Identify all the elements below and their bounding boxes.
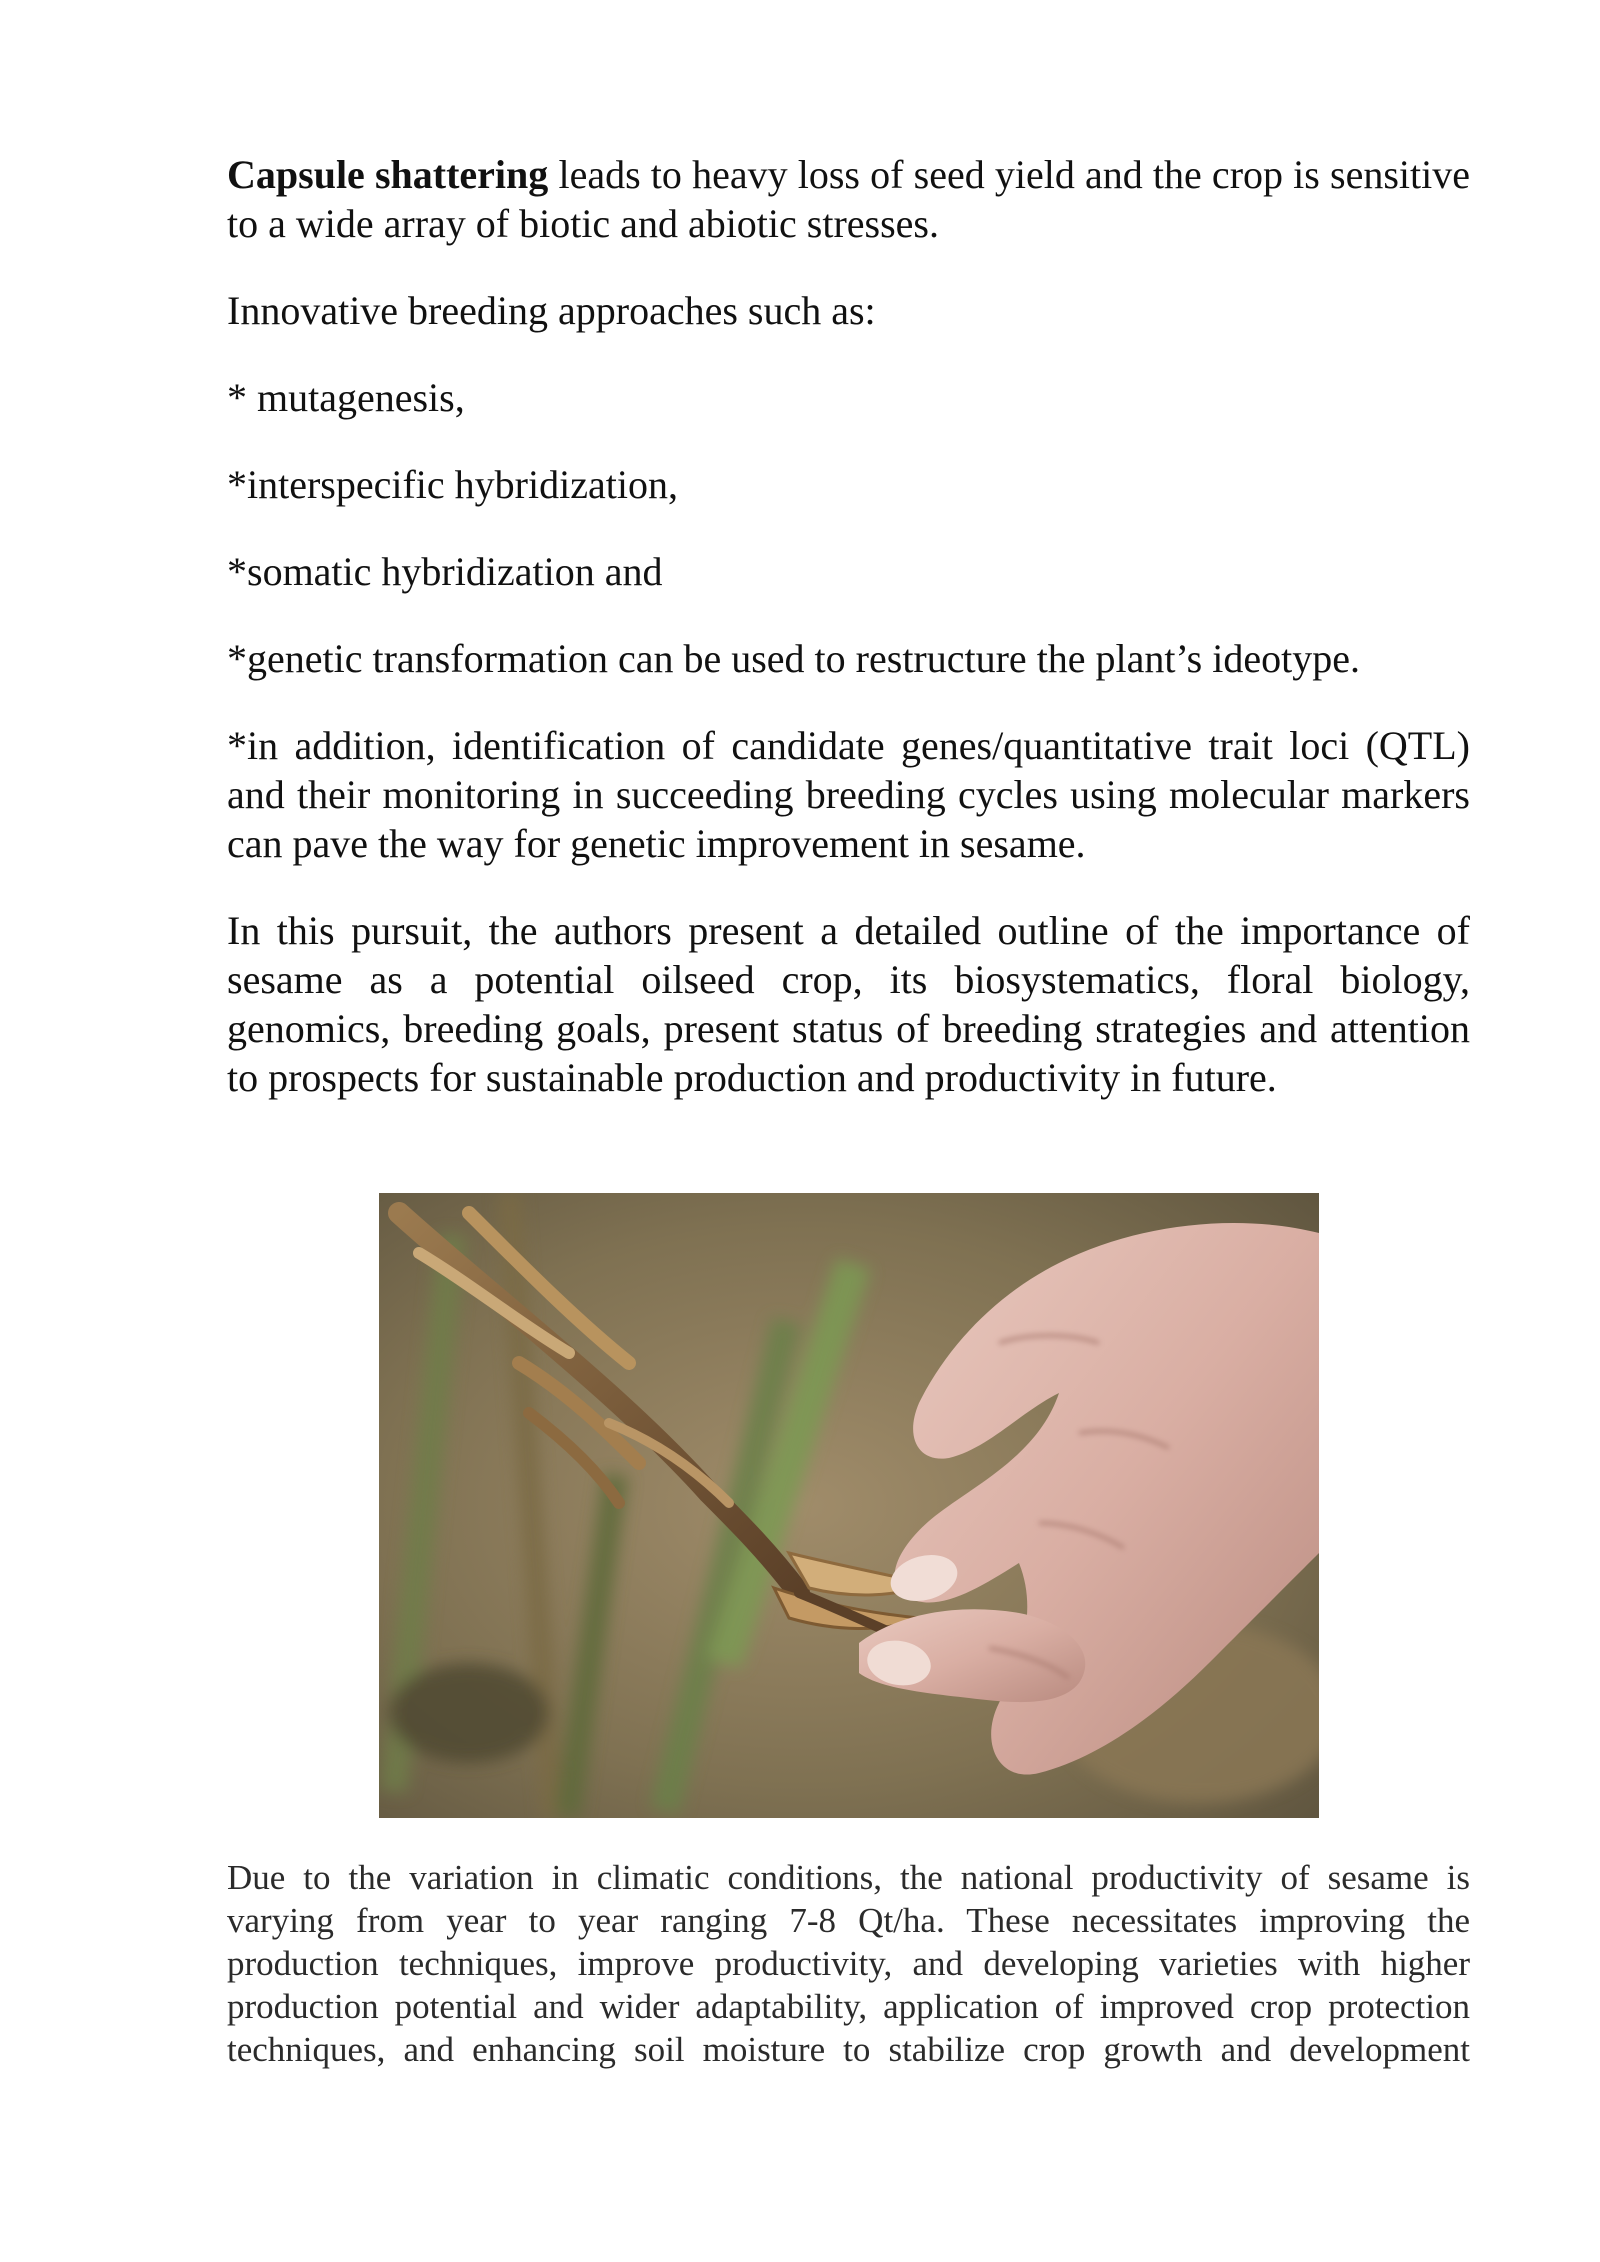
intro-bold-lead: Capsule shattering <box>227 152 549 197</box>
approach-item-interspecific: *interspecific hybridization, <box>227 462 678 507</box>
intro-paragraph <box>227 150 1470 248</box>
photo-illustration <box>379 1193 1319 1818</box>
document-body <box>227 150 1470 1140</box>
sesame-capsule-photo <box>379 1193 1319 1818</box>
pursuit-paragraph: In this pursuit, the authors present a detailed outline of the importance of sesame as a potential oilseed crop, its biosystematics, floral biology, genomics, breeding goals, present status of breeding strategies and attention to prospects for sustainable production and productivity in future. <box>227 908 1470 1100</box>
approach-item-somatic: *somatic hybridization and <box>227 549 663 594</box>
approach-item-mutagenesis: * mutagenesis, <box>227 375 465 420</box>
intro-rest: leads to heavy loss of seed yield and the crop is sensitive to a wide array of biotic and abiotic stresses. <box>227 152 1470 246</box>
approaches-intro: Innovative breeding approaches such as: <box>227 288 876 333</box>
figure-caption: Due to the variation in climatic conditions, the national productivity of sesame is varying from year to year ranging 7-8 Qt/ha. These necessitates improving the production techniques, improve productivity, and developing varieties with higher production potential and wider adaptability, application of improved crop protection techniques, and enhancing soil moisture to stabilize crop growth and development <box>227 1858 1470 2069</box>
approach-item-genetic: *genetic transformation can be used to restructure the plant’s ideotype. <box>227 636 1360 681</box>
qtl-paragraph: *in addition, identification of candidate genes/quantitative trait loci (QTL) and their monitoring in succeeding breeding cycles using molecular markers can pave the way for genetic improvement in sesame. <box>227 723 1470 866</box>
